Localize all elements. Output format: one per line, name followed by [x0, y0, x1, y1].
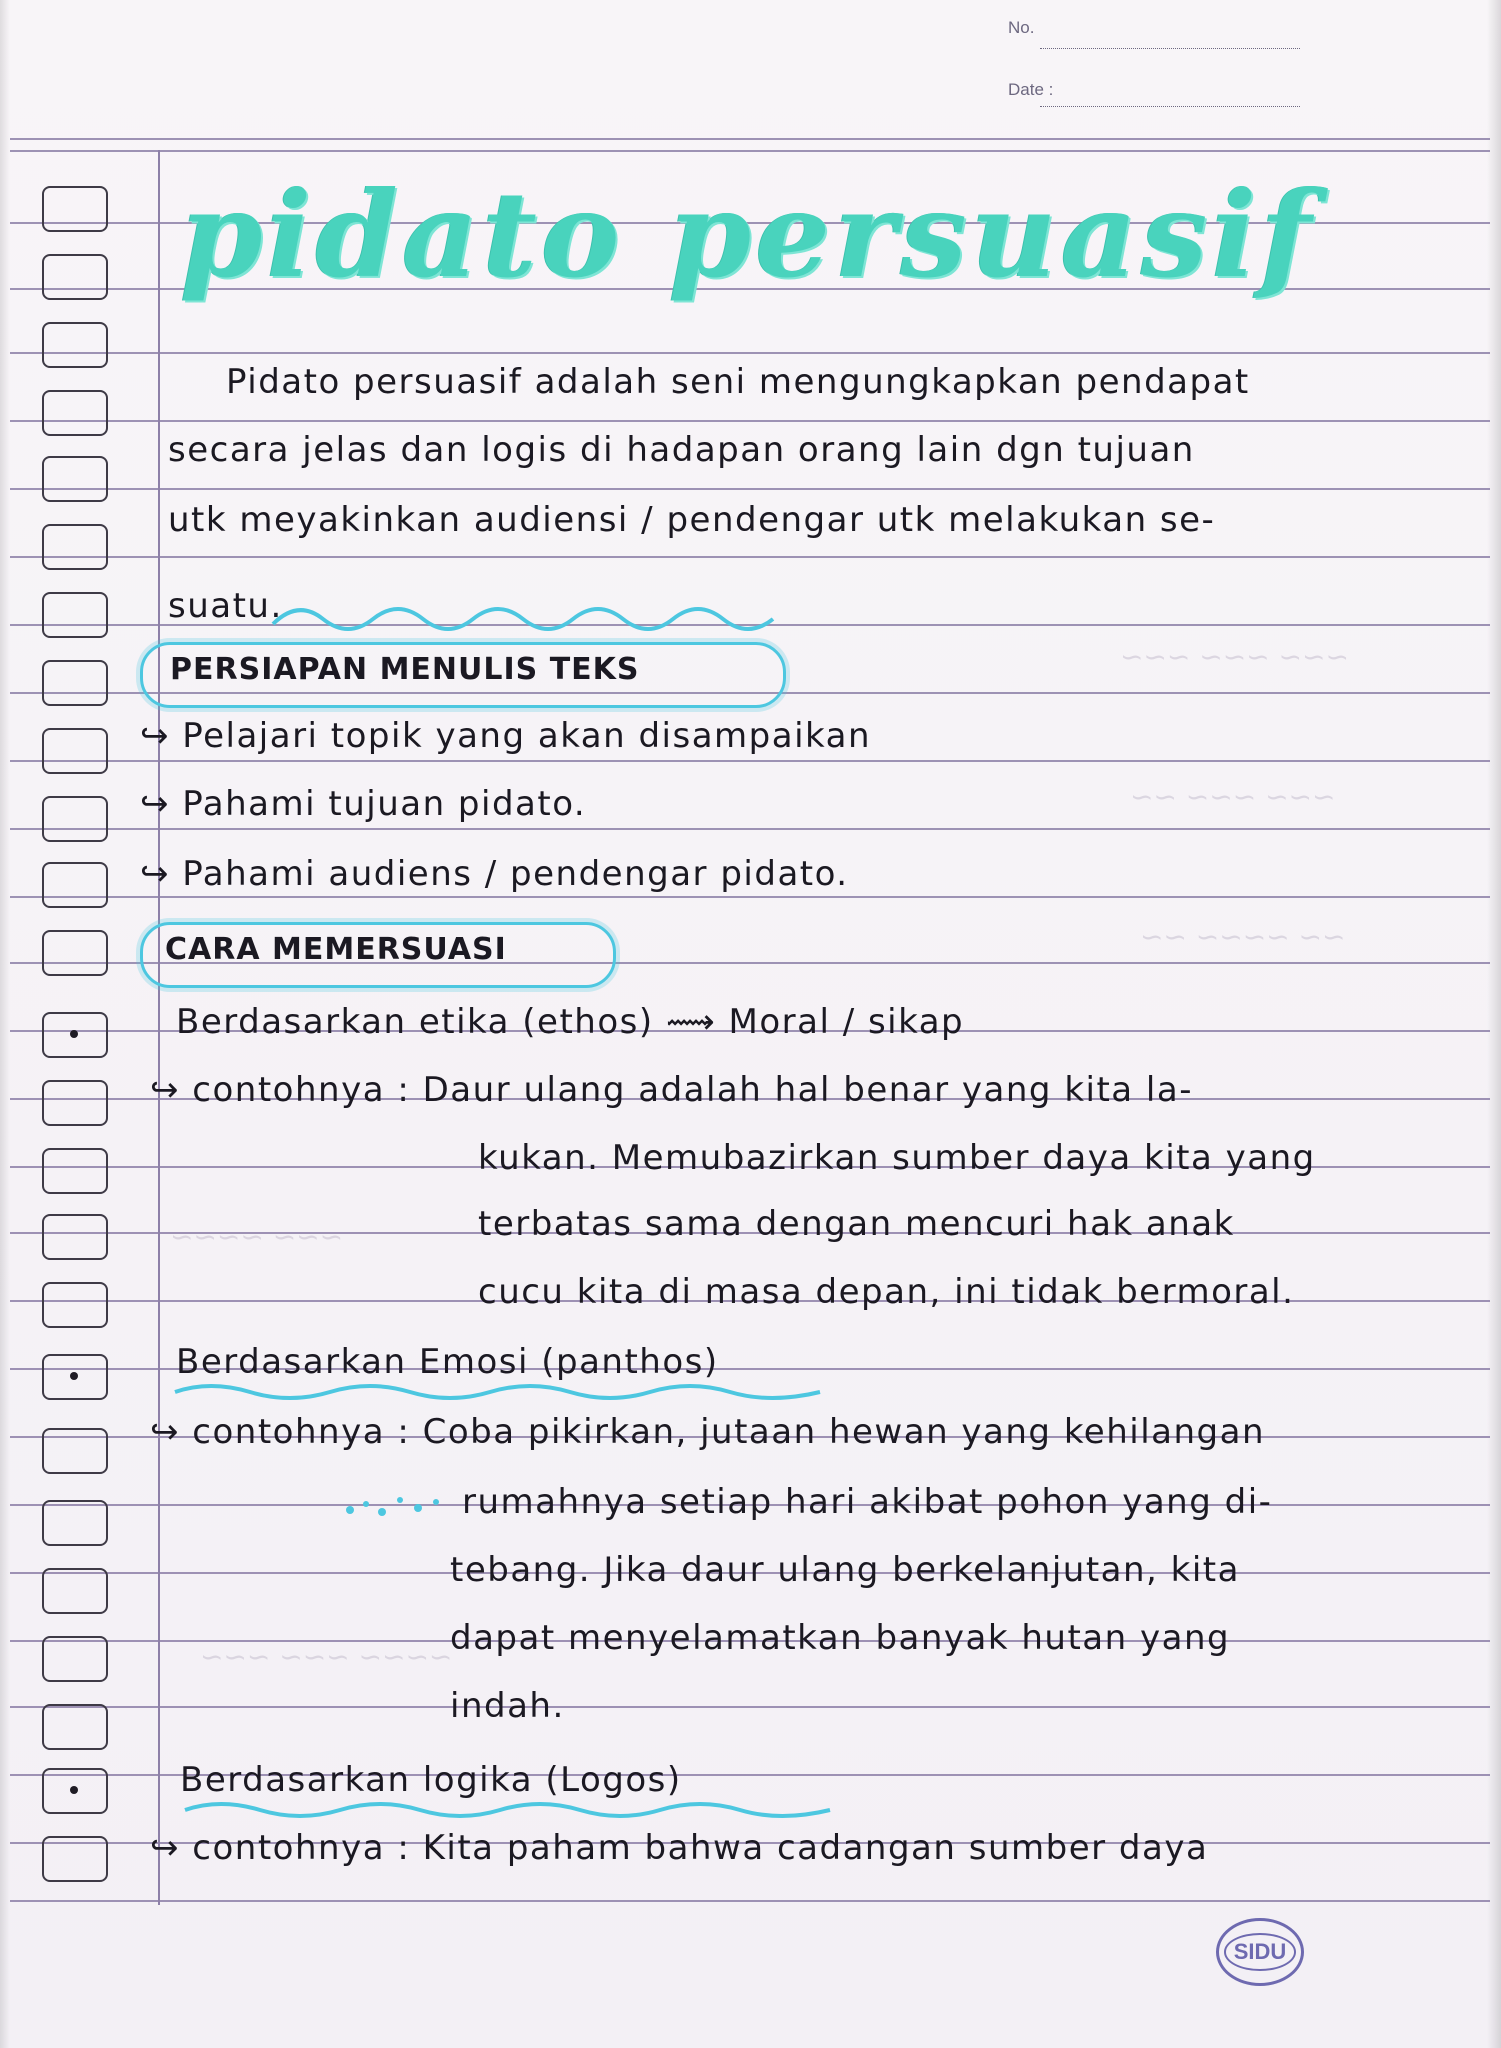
date-label: Date : [1008, 80, 1054, 99]
section-heading-persiapan: PERSIAPAN MENULIS TEKS [170, 652, 640, 687]
example-line: dapat menyelamatkan banyak hutan yang [450, 1618, 1231, 1658]
logos-label: Berdasarkan logika (Logos) [180, 1760, 682, 1800]
arrow-icon: ↪ [140, 854, 183, 894]
checkbox[interactable] [42, 1636, 108, 1682]
ethos-label [176, 1002, 964, 1042]
no-line [1040, 48, 1300, 49]
checkbox[interactable] [42, 390, 108, 436]
brand-stamp-logo [1216, 1918, 1304, 1986]
checkbox[interactable] [42, 592, 108, 638]
rule-line [10, 1706, 1490, 1708]
intro-line-2: secara jelas dan logis di hadapan orang lain dgn tujuan [168, 430, 1195, 470]
bleed-through-text: ~~~ ~~~~ [170, 1220, 344, 1253]
bullet-dot [70, 1030, 78, 1038]
example-prefix: contohnya : [192, 1070, 411, 1110]
rule-line [10, 150, 1490, 152]
arrow-icon: ↪ [150, 1828, 193, 1868]
bleed-through-text: ~~~ ~~~ ~~~ [1120, 640, 1349, 673]
rule-line [10, 420, 1490, 422]
squiggle-arrow-icon: ⟿ [665, 1002, 729, 1042]
example-prefix: contohnya : [192, 1412, 411, 1452]
intro-line-3: utk meyakinkan audiensi / pendengar utk melakukan se- [168, 500, 1216, 540]
item-text: Pelajari topik yang akan disampaikan [182, 716, 872, 756]
rule-line [10, 352, 1490, 354]
checkbox[interactable] [42, 660, 108, 706]
checkbox[interactable] [42, 1282, 108, 1328]
checkbox[interactable] [42, 1214, 108, 1260]
rule-line [10, 760, 1490, 762]
rule-line [10, 488, 1490, 490]
pathos-example [150, 1412, 1265, 1452]
checkbox[interactable] [42, 796, 108, 842]
arrow-icon: ↪ [140, 784, 183, 824]
checkbox[interactable] [42, 254, 108, 300]
logos-example [150, 1828, 1208, 1868]
bleed-through-text: ~~~ ~~~ ~~ [1130, 780, 1336, 813]
example-line: rumahnya setiap hari akibat pohon yang di- [462, 1482, 1273, 1522]
example-prefix: contohnya : [192, 1828, 411, 1868]
bullet-item [140, 716, 871, 756]
item-text: Pahami audiens / pendengar pidato. [182, 854, 849, 894]
rule-line [10, 138, 1490, 140]
bleed-through-text: ~~ ~~~~ ~~ [1140, 920, 1346, 953]
example-line: tebang. Jika daur ulang berkelanjutan, kita [450, 1550, 1240, 1590]
checkbox[interactable] [42, 1500, 108, 1546]
checkbox[interactable] [42, 524, 108, 570]
section-heading-cara: CARA MEMERSUASI [165, 932, 507, 967]
ethos-label-text: Berdasarkan etika (ethos) [176, 1002, 654, 1042]
date-line [1040, 106, 1300, 107]
checkbox[interactable] [42, 1568, 108, 1614]
bleed-through-text: ~~~~ ~~~ ~~~ [200, 1640, 453, 1673]
page-left-shadow [0, 0, 10, 2048]
checkbox-checked[interactable] [42, 1768, 108, 1814]
teal-squiggle [268, 594, 788, 634]
pathos-label: Berdasarkan Emosi (panthos) [176, 1342, 719, 1382]
example-line: terbatas sama dengan mencuri hak anak [478, 1204, 1235, 1244]
example-line: Daur ulang adalah hal benar yang kita la- [422, 1070, 1193, 1110]
ethos-example [150, 1070, 1193, 1110]
arrow-icon: ↪ [140, 716, 183, 756]
example-line: kukan. Memubazirkan sumber daya kita yang [478, 1138, 1316, 1178]
stamp-text: SIDU [1224, 1933, 1297, 1971]
bullet-item [140, 784, 586, 824]
checkbox[interactable] [42, 1080, 108, 1126]
intro-line-4: suatu. [168, 586, 283, 626]
teal-squiggle [180, 1792, 840, 1822]
checkbox[interactable] [42, 1148, 108, 1194]
checkbox[interactable] [42, 1836, 108, 1882]
arrow-icon: ↪ [150, 1412, 193, 1452]
rule-line [10, 828, 1490, 830]
example-line: Kita paham bahwa cadangan sumber daya [422, 1828, 1209, 1868]
item-text: Pahami tujuan pidato. [182, 784, 587, 824]
checkbox[interactable] [42, 456, 108, 502]
checkbox[interactable] [42, 930, 108, 976]
rule-line [10, 556, 1490, 558]
example-line: Coba pikirkan, jutaan hewan yang kehilangan [422, 1412, 1266, 1452]
page-title: pidato persuasif [180, 165, 1316, 304]
bullet-dot [70, 1372, 78, 1380]
bullet-dot [70, 1786, 78, 1794]
checkbox[interactable] [42, 1704, 108, 1750]
checkbox[interactable] [42, 862, 108, 908]
checkbox[interactable] [42, 728, 108, 774]
arrow-icon: ↪ [150, 1070, 193, 1110]
rule-line [10, 1900, 1490, 1902]
margin-line [158, 150, 160, 1905]
no-label: No. [1008, 18, 1035, 37]
checkbox-checked[interactable] [42, 1354, 108, 1400]
example-line: indah. [450, 1686, 565, 1726]
intro-line-1: Pidato persuasif adalah seni mengungkapkan pendapat [226, 362, 1250, 402]
ethos-arrow-label: Moral / sikap [728, 1002, 965, 1042]
bullet-item [140, 854, 849, 894]
example-line: cucu kita di masa depan, ini tidak bermoral. [478, 1272, 1295, 1312]
rule-line [10, 896, 1490, 898]
teal-squiggle [170, 1374, 830, 1404]
checkbox[interactable] [42, 186, 108, 232]
checkbox[interactable] [42, 322, 108, 368]
checkbox-checked[interactable] [42, 1012, 108, 1058]
page-edge-shadow [1487, 0, 1501, 2048]
teal-dots-decoration [340, 1488, 450, 1528]
checkbox[interactable] [42, 1428, 108, 1474]
